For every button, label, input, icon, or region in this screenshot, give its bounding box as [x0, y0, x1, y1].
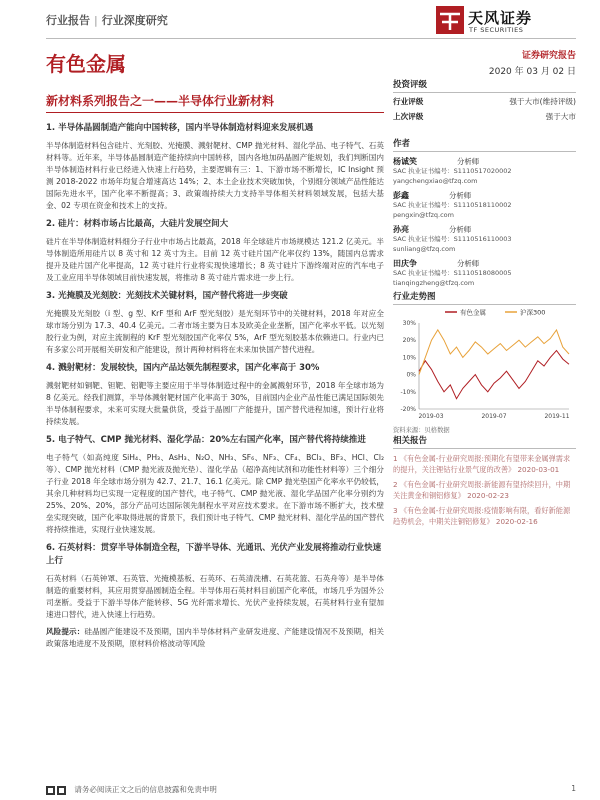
rating-row	[393, 110, 576, 123]
section-heading: 3. 光掩膜及光刻胶：光刻技术关键材料，国产替代将进一步突破	[46, 291, 288, 301]
related-report-link[interactable]: 2 《有色金属-行业研究周报:新能源有望持续回升，中期关注黄金和铜铝修复》 2020-02-23	[393, 480, 571, 500]
legend-label: 有色金属	[460, 308, 486, 317]
report-type: 证券研究报告	[521, 51, 576, 61]
logo-icon	[436, 6, 464, 34]
qr-icon	[46, 786, 66, 795]
section-heading: 1. 半导体晶圆制造产能向中国转移，国内半导体制造材料迎来发展机遇	[46, 123, 314, 133]
author-sac: SAC 执业证书编号：S1110518110002	[393, 201, 512, 209]
related-heading: 相关报告	[393, 434, 576, 449]
trend-chart-block	[393, 290, 576, 434]
x-tick-label: 2019-03	[418, 413, 444, 420]
author-entry	[393, 258, 576, 288]
section-body: 电子特气（如高纯度 SiH₄、PH₃、AsH₃、N₂O、NH₃、SF₆、NF₃、CF₄、BCl₃、BF₃、HCl、Cl₂等）、CMP 抛光材料（CMP 抛光液及抛光垫）、湿化学品（超净高纯试剂和功能性材料等）三个细分子行业 2018 年全球市场分别为 42.7、21.7、16.1 亿美元。除 CMP 抛光垫国产化率水平仍较低，其余几种材料均已实现一定程度的国产替代，电子特气、CMP 抛光液、湿化学品国产化率分别约为 25%、20%、20%，部分产品可达国际领先制程水平对应技术要求。在下游市场不断扩大，技术壁垒实现突破，国产化率取得进展的背景下，我们预计电子特气、CMP 抛光材料、湿化学品的国产替代将持续推进，实现行业快速发展。	[46, 453, 384, 534]
page-number: 1	[571, 784, 576, 793]
section-heading: 5. 电子特气、CMP 抛光材料、湿化学品：20%左右国产化率，国产替代将持续推进	[46, 435, 366, 445]
author-role: 分析师	[449, 191, 472, 200]
section-body: 半导体制造材料包含硅片、光刻胶、光掩膜、溅射靶材、CMP 抛光材料、湿化学品、电子特气、石英材料等。近年来，半导体晶圆制造产能持续向中国转移，国内各地加码晶圆产能规划，我们判断国内半导体制造材料行业已经进入快速上行趋势，主要逻辑有三：1、下游市场不断增长，IC Insight 预测 2018-2022 市场年均复合增速高达 14%；2、本土企业技术突破加快，个别细分领域产品性能达国际先进水平，国产化率不断提高；3、政策端持续大力支持半导体相关材料领域发展，包括大基金、02 专项在资金和技术上的支持。	[46, 141, 384, 210]
authors-heading: 作者	[393, 137, 576, 152]
section-body: 石英材料（石英钟罩、石英管、光掩模基板、石英环、石英清洗槽、石英花篮、石英舟等）是半导体制造的重要材料，其应用贯穿晶圆制造全程。半导体用石英材料目前国产化率低，市场几乎为国外公司垄断。受益于下游半导体产能转移、5G 光纤需求增长、光伏产业持续发展，石英材料行业有望加速进口替代，进入快速上行趋势。	[46, 574, 384, 619]
rating-heading: 投资评级	[393, 78, 576, 93]
x-tick-label: 2019-11	[544, 413, 570, 420]
author-email[interactable]: tianqingzheng@tfzq.com	[393, 278, 475, 287]
header-category	[46, 12, 168, 28]
chart-heading: 行业走势图	[393, 290, 576, 305]
related-report-link[interactable]: 3 《有色金属-行业研究周报:疫情影响有限，看好新能源趋势机会，中期关注铜铝修复》 2020-02-16	[393, 506, 571, 526]
author-sac: SAC 执业证书编号：S1110518080005	[393, 269, 512, 277]
section-heading: 4. 溅射靶材：发展较快，国内产品达领先制程要求，国产化率高于 30%	[46, 363, 320, 373]
separator: |	[94, 14, 98, 27]
author-email[interactable]: sunliang@tfzq.com	[393, 244, 456, 253]
author-name: 田庆争	[393, 259, 417, 268]
main-content	[46, 120, 384, 650]
related-report-link[interactable]: 1 《有色金属-行业研究周报:预期化有望带来金属弹需求的提升，关注锂钴行业景气度的改善》 2020-03-01	[393, 454, 571, 474]
risk-text: 硅晶圆产能建设不及预期，国内半导体材料产业研发进度、产能建设情况不及预期，相关政策落地进度不及预期，原材料价格波动等风险	[46, 627, 384, 648]
risk-warning	[46, 626, 384, 650]
chart-source: 资料来源：贝格数据	[393, 427, 450, 434]
y-tick-label: 30%	[402, 320, 416, 327]
section-body: 光掩膜及光刻胶（i 型、g 型、KrF 型和 ArF 型光刻胶）是光刻环节中的关键材料，2018 年对应全球市场分别为 17.3、40.4 亿美元。二者市场主要为日本及欧美企业垄断，国产化率水平低。以光刻胶行业为例，对应主流制程的 KrF 型光刻胶国产化率仅 5%，ArF 型光刻胶基本依赖进口。行业内已有多家公司开展相关研发和产能建设，预计两种材料将在未来加快国产替代进程。	[46, 309, 384, 354]
author-name: 彭鑫	[393, 191, 409, 200]
legend-label: 沪深300	[520, 308, 546, 317]
trend-chart	[393, 305, 576, 423]
author-role: 分析师	[457, 259, 480, 268]
author-email[interactable]: yangchengxiao@tfzq.com	[393, 176, 478, 185]
author-sac: SAC 执业证书编号：S1110516110003	[393, 235, 512, 243]
logo-subtext: TF SECURITIES	[469, 26, 524, 34]
y-tick-label: 10%	[402, 354, 416, 362]
y-tick-label: 20%	[402, 337, 416, 345]
footer-disclaimer: 请务必阅读正文之后的信息披露和免责申明	[74, 785, 217, 794]
subcategory-label: 行业深度研究	[101, 14, 168, 27]
author-entry	[393, 156, 576, 186]
page-title: 有色金属	[46, 52, 126, 76]
author-entry	[393, 190, 576, 220]
authors-block	[393, 137, 576, 288]
author-entry	[393, 224, 576, 254]
author-role: 分析师	[449, 225, 472, 234]
series-line	[419, 351, 569, 399]
section-heading: 6. 石英材料：贯穿半导体制造全程，下游半导体、光通讯、光伏产业发展将推动行业快速上行	[46, 543, 382, 566]
author-sac: SAC 执业证书编号：S1110517020002	[393, 167, 512, 175]
category-label: 行业报告	[46, 14, 90, 27]
section-body: 硅片在半导体制造材料细分子行业中市场占比最高，2018 年全球硅片市场规模达 121.2 亿美元。半导体制造所用硅片以 8 英寸和 12 英寸为主。目前 12 英寸硅片国产化率仅约 13%，随国内总需求提升及硅片国产化率提高，12 英寸硅片行业将实现快速增长；8 英寸硅片下游终端对应的汽车电子及工业应用半导体领域目前快速发展，将推动 8 英寸硅片需求进一步上行。	[46, 237, 384, 282]
footer	[46, 784, 576, 795]
author-name: 杨诚笑	[393, 157, 417, 166]
author-name: 孙亮	[393, 225, 409, 234]
related-reports	[393, 434, 576, 527]
sidebar	[393, 78, 576, 288]
subtitle-divider	[46, 112, 384, 113]
report-date: 2020 年 03 月 02 日	[488, 67, 576, 77]
report-subtitle: 新材料系列报告之一——半导体行业新材料	[46, 94, 275, 108]
logo	[436, 4, 576, 36]
author-email[interactable]: pengxin@tfzq.com	[393, 210, 454, 219]
y-tick-label: 0%	[406, 371, 416, 379]
y-tick-label: -10%	[400, 388, 416, 396]
header-divider	[46, 38, 576, 39]
section-heading: 2. 硅片：材料市场占比最高，大硅片发展空间大	[46, 219, 229, 229]
risk-label: 风险提示：	[46, 627, 85, 636]
series-line	[419, 330, 569, 375]
rating-key: 上次评级	[393, 112, 424, 121]
rating-value: 强于大市(维持评级)	[509, 97, 576, 106]
rating-key: 行业评级	[393, 97, 424, 106]
author-role: 分析师	[457, 157, 480, 166]
logo-text: 天风证券	[468, 9, 533, 27]
x-tick-label: 2019-07	[481, 413, 507, 420]
rating-row	[393, 95, 576, 108]
y-tick-label: -20%	[400, 406, 416, 413]
section-body: 溅射靶材如铜靶、钽靶、铝靶等主要应用于半导体制造过程中的金属溅射环节，2018 年全球市场为 8 亿美元。经我们测算，半导体溅射靶材国产化率高于 30%，目前国内企业产品性能已满足国际领先半导体制程要求，未来可实现大批量供货，受益于晶圆厂产能提升，国产替代进程加速，预计行业将持续发展。	[46, 381, 384, 426]
rating-value: 强于大市	[545, 112, 576, 121]
